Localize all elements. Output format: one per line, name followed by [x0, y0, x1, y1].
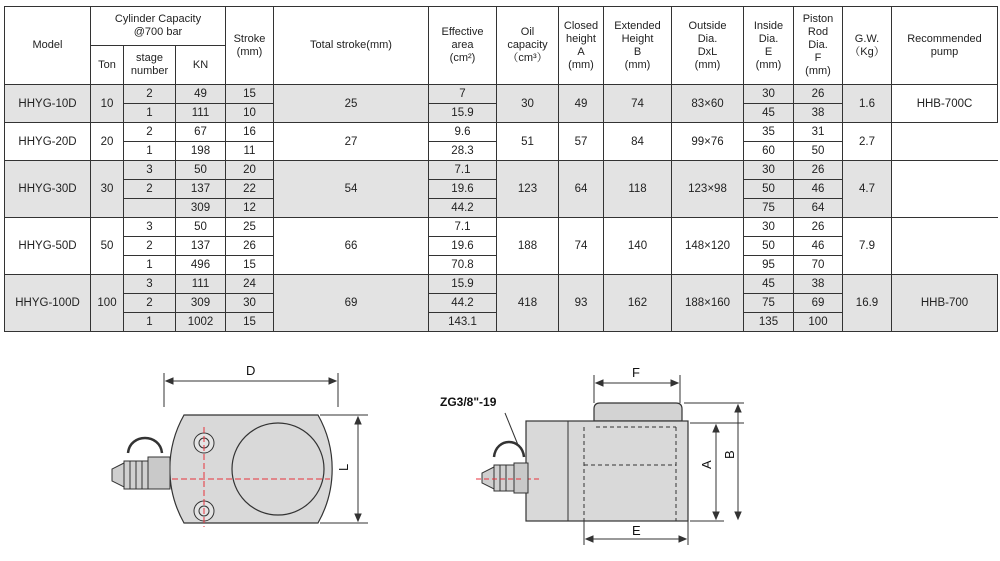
outside-dia-cell: 188×160	[672, 275, 744, 332]
stage-cell: 2	[124, 180, 176, 199]
stroke-cell: 22	[226, 180, 274, 199]
table-row	[5, 275, 998, 294]
inside-dia-cell: 95	[744, 256, 794, 275]
oil-capacity-cell: 30	[497, 85, 559, 123]
area-cell: 44.2	[429, 294, 497, 313]
stroke-cell: 10	[226, 104, 274, 123]
gw-cell: 7.9	[843, 218, 892, 275]
rod-dia-cell: 100	[794, 313, 843, 332]
label-l: L	[336, 463, 351, 471]
pump-cell-hhb-700	[892, 275, 998, 332]
area-cell: 44.2	[429, 199, 497, 218]
technical-drawings	[0, 345, 1000, 561]
label-thread: ZG3/8"-19	[440, 395, 497, 409]
model-group-hhyg-10d	[5, 85, 998, 123]
ton-cell: 50	[91, 218, 124, 275]
kn-cell: 309	[176, 294, 226, 313]
header-stroke: Stroke (mm)	[226, 7, 274, 85]
model-group-hhyg-50d	[5, 218, 998, 275]
piston-cap	[594, 403, 682, 421]
model-group-hhyg-20d	[5, 123, 998, 161]
inside-dia-cell: 45	[744, 104, 794, 123]
header-oil-capacity: Oil capacity （cm³）	[497, 7, 559, 85]
label-b: B	[722, 450, 737, 459]
ton-cell: 100	[91, 275, 124, 332]
table-row	[5, 123, 998, 142]
header-outside-dia: Outside Dia. DxL (mm)	[672, 7, 744, 85]
gw-cell: 1.6	[843, 85, 892, 123]
ton-cell: 10	[91, 85, 124, 123]
kn-cell: 111	[176, 104, 226, 123]
area-cell: 7	[429, 85, 497, 104]
label-a: A	[699, 460, 714, 469]
header-closed-height: Closed height A (mm)	[559, 7, 604, 85]
pump-label: HHB-700	[920, 297, 969, 309]
coupler-fitting-left	[112, 438, 170, 489]
kn-cell: 198	[176, 142, 226, 161]
area-cell: 7.1	[429, 161, 497, 180]
table-row	[5, 85, 998, 104]
pump-cell-hhb-700c	[892, 85, 998, 123]
inside-dia-cell: 35	[744, 123, 794, 142]
header-kn: KN	[176, 46, 226, 85]
model-cell: HHYG-50D	[5, 218, 91, 275]
inside-dia-cell: 50	[744, 237, 794, 256]
piston-outline	[232, 423, 324, 515]
label-f: F	[632, 365, 640, 380]
stroke-cell: 15	[226, 313, 274, 332]
total-stroke-cell: 66	[274, 218, 429, 275]
closed-height-cell: 93	[559, 275, 604, 332]
kn-cell: 50	[176, 218, 226, 237]
header-model: Model	[5, 7, 91, 85]
gw-cell: 2.7	[843, 123, 892, 161]
rod-dia-cell: 50	[794, 142, 843, 161]
label-e: E	[632, 523, 641, 538]
oil-capacity-cell: 51	[497, 123, 559, 161]
area-cell: 7.1	[429, 218, 497, 237]
table-row	[5, 161, 998, 180]
stroke-cell: 16	[226, 123, 274, 142]
kn-cell: 1002	[176, 313, 226, 332]
gw-cell: 16.9	[843, 275, 892, 332]
cylinder-body-side	[526, 421, 688, 521]
header-total-stroke: Total stroke(mm)	[274, 7, 429, 85]
stroke-cell: 15	[226, 256, 274, 275]
rod-dia-cell: 26	[794, 218, 843, 237]
stage-cell: 1	[124, 104, 176, 123]
stroke-cell: 12	[226, 199, 274, 218]
inside-dia-cell: 30	[744, 218, 794, 237]
side-view-drawing	[440, 365, 744, 545]
area-cell: 70.8	[429, 256, 497, 275]
stroke-cell: 15	[226, 85, 274, 104]
stroke-cell: 20	[226, 161, 274, 180]
kn-cell: 50	[176, 161, 226, 180]
inside-dia-cell: 30	[744, 161, 794, 180]
stage-cell: 3	[124, 275, 176, 294]
oil-capacity-cell: 418	[497, 275, 559, 332]
model-cell: HHYG-10D	[5, 85, 91, 123]
stroke-cell: 30	[226, 294, 274, 313]
total-stroke-cell: 54	[274, 161, 429, 218]
oil-capacity-cell: 123	[497, 161, 559, 218]
header-ton: Ton	[91, 46, 124, 85]
rod-dia-cell: 64	[794, 199, 843, 218]
closed-height-cell: 64	[559, 161, 604, 218]
top-view-drawing	[112, 363, 368, 527]
outside-dia-cell: 99×76	[672, 123, 744, 161]
outside-dia-cell: 123×98	[672, 161, 744, 218]
stage-cell: 2	[124, 85, 176, 104]
rod-dia-cell: 38	[794, 275, 843, 294]
dimension-d	[164, 373, 338, 407]
area-cell: 143.1	[429, 313, 497, 332]
area-cell: 19.6	[429, 237, 497, 256]
inside-dia-cell: 75	[744, 294, 794, 313]
model-group-hhyg-100d	[5, 275, 998, 332]
header-stage-number: stage number	[124, 46, 176, 85]
area-cell: 28.3	[429, 142, 497, 161]
stage-cell	[124, 199, 176, 218]
rod-dia-cell: 26	[794, 161, 843, 180]
closed-height-cell: 49	[559, 85, 604, 123]
inside-dia-cell: 30	[744, 85, 794, 104]
rod-dia-cell: 26	[794, 85, 843, 104]
kn-cell: 137	[176, 237, 226, 256]
outside-dia-cell: 148×120	[672, 218, 744, 275]
inside-dia-cell: 45	[744, 275, 794, 294]
model-cell: HHYG-30D	[5, 161, 91, 218]
table-row	[5, 218, 998, 237]
coupler-fitting-side	[482, 442, 528, 493]
stroke-cell: 25	[226, 218, 274, 237]
oil-capacity-cell: 188	[497, 218, 559, 275]
total-stroke-cell: 69	[274, 275, 429, 332]
ton-cell: 20	[91, 123, 124, 161]
closed-height-cell: 57	[559, 123, 604, 161]
rod-dia-cell: 70	[794, 256, 843, 275]
rod-dia-cell: 31	[794, 123, 843, 142]
ton-cell: 30	[91, 161, 124, 218]
stage-cell: 1	[124, 313, 176, 332]
label-d: D	[246, 363, 256, 378]
dimension-a-b	[684, 403, 744, 521]
stroke-cell: 26	[226, 237, 274, 256]
stage-cell: 3	[124, 161, 176, 180]
header-recommended-pump: Recommended pump	[892, 7, 998, 85]
area-cell: 15.9	[429, 275, 497, 294]
inside-dia-cell: 50	[744, 180, 794, 199]
kn-cell: 111	[176, 275, 226, 294]
kn-cell: 309	[176, 199, 226, 218]
stage-cell: 2	[124, 123, 176, 142]
kn-cell: 49	[176, 85, 226, 104]
header-effective-area: Effective area (cm²)	[429, 7, 497, 85]
gw-cell: 4.7	[843, 161, 892, 218]
stage-cell: 2	[124, 294, 176, 313]
extended-height-cell: 162	[604, 275, 672, 332]
header-gw: G.W. （Kg）	[843, 7, 892, 85]
rod-dia-cell: 46	[794, 180, 843, 199]
model-cell: HHYG-100D	[5, 275, 91, 332]
kn-cell: 137	[176, 180, 226, 199]
kn-cell: 496	[176, 256, 226, 275]
stroke-cell: 11	[226, 142, 274, 161]
inside-dia-cell: 135	[744, 313, 794, 332]
header-cylinder-capacity: Cylinder Capacity @700 bar	[91, 7, 226, 46]
outside-dia-cell: 83×60	[672, 85, 744, 123]
extended-height-cell: 140	[604, 218, 672, 275]
extended-height-cell: 74	[604, 85, 672, 123]
spec-table	[4, 6, 998, 332]
area-cell: 9.6	[429, 123, 497, 142]
extended-height-cell: 84	[604, 123, 672, 161]
model-cell: HHYG-20D	[5, 123, 91, 161]
stage-cell: 3	[124, 218, 176, 237]
rod-dia-cell: 38	[794, 104, 843, 123]
header-extended-height: Extended Height B (mm)	[604, 7, 672, 85]
rod-dia-cell: 69	[794, 294, 843, 313]
inside-dia-cell: 60	[744, 142, 794, 161]
total-stroke-cell: 27	[274, 123, 429, 161]
stroke-cell: 24	[226, 275, 274, 294]
stage-cell: 2	[124, 237, 176, 256]
table-header	[5, 7, 998, 85]
stage-cell: 1	[124, 256, 176, 275]
rod-dia-cell: 46	[794, 237, 843, 256]
kn-cell: 67	[176, 123, 226, 142]
total-stroke-cell: 25	[274, 85, 429, 123]
extended-height-cell: 118	[604, 161, 672, 218]
model-group-hhyg-30d	[5, 161, 998, 218]
inside-dia-cell: 75	[744, 199, 794, 218]
area-cell: 19.6	[429, 180, 497, 199]
area-cell: 15.9	[429, 104, 497, 123]
header-inside-dia: Inside Dia. E (mm)	[744, 7, 794, 85]
stage-cell: 1	[124, 142, 176, 161]
pump-label: HHB-700C	[916, 97, 973, 110]
closed-height-cell: 74	[559, 218, 604, 275]
header-piston-rod-dia: Piston Rod Dia. F (mm)	[794, 7, 843, 85]
